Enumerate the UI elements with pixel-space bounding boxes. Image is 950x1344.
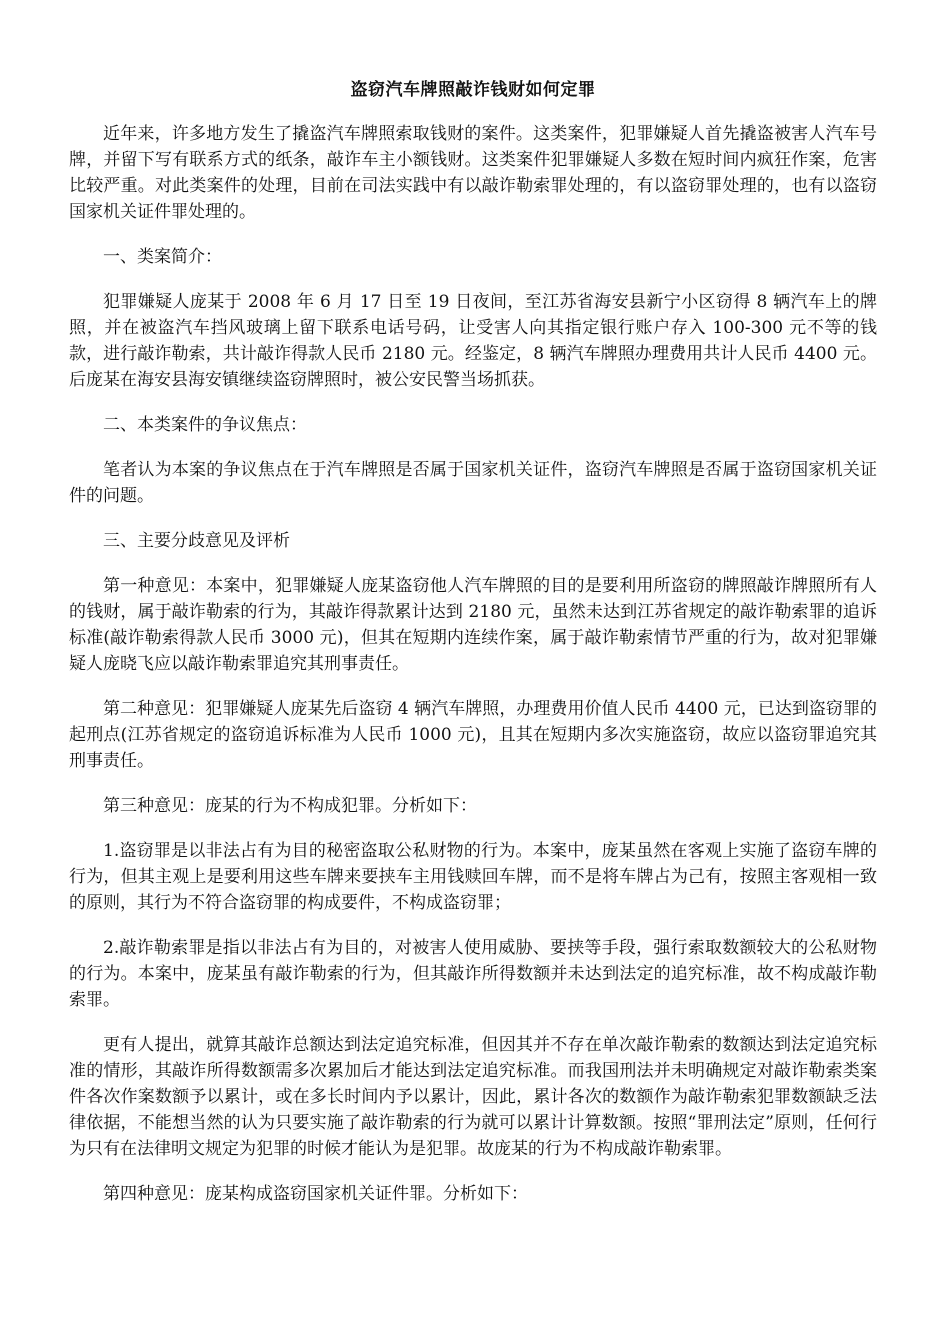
paragraph-opinion-3-point-2: 2.敲诈勒索罪是指以非法占有为目的，对被害人使用威胁、要挟等手段，强行索取数额较大的公私财物的行为。本案中，庞某虽有敲诈勒索的行为，但其敲诈所得数额并未达到法定的追究标准，故不构成敲诈勒索罪。 xyxy=(69,938,877,1010)
paragraph-opinion-3: 第三种意见：庞某的行为不构成犯罪。分析如下： xyxy=(103,796,477,816)
paragraph-further-argument: 更有人提出，就算其敲诈总额达到法定追究标准，但因其并不存在单次敲诈勒索的数额达到法定追究标准的情形，其敲诈所得数额需多次累加后才能达到法定追究标准。而我国刑法并未明确规定对敲诈勒索类案件各次作案数额予以累计，或在多长时间内予以累计，因此，累计各次的数额作为敲诈勒索犯罪数额缺乏法律依据，不能想当然的认为只要实施了敲诈勒索的行为就可以累计计算数额。按照“罪刑法定”原则，任何行为只有在法律明文规定为犯罪的时候才能认为是犯罪。故庞某的行为不构成敲诈勒索罪。 xyxy=(69,1035,877,1159)
section-heading-opinions: 三、主要分歧意见及评析 xyxy=(103,531,290,551)
paragraph-opinion-2: 第二种意见：犯罪嫌疑人庞某先后盗窃 4 辆汽车牌照，办理费用价值人民币 4400 元，已达到盗窃罪的起刑点(江苏省规定的盗窃追诉标准为人民币 1000 元)，且其在短期内多次实施盗窃，故应以盗窃罪追究其刑事责任。 xyxy=(69,699,877,771)
paragraph-opinion-1: 第一种意见：本案中，犯罪嫌疑人庞某盗窃他人汽车牌照的目的是要利用所盗窃的牌照敲诈牌照所有人的钱财，属于敲诈勒索的行为，其敲诈得款累计达到 2180 元，虽然未达到江苏省规定的敲诈勒索罪的追诉标准(敲诈勒索得款人民币 3000 元)，但其在短期内连续作案，属于敲诈勒索情节严重的行为，故对犯罪嫌疑人庞晓飞应以敲诈勒索罪追究其刑事责任。 xyxy=(69,576,877,674)
paragraph-dispute-focus: 笔者认为本案的争议焦点在于汽车牌照是否属于国家机关证件，盗窃汽车牌照是否属于盗窃国家机关证件的问题。 xyxy=(69,460,877,506)
paragraph-case-summary: 犯罪嫌疑人庞某于 2008 年 6 月 17 日至 19 日夜间，至江苏省海安县新宁小区窃得 8 辆汽车上的牌照，并在被盗汽车挡风玻璃上留下联系电话号码，让受害人向其指定银行账户存入 100-300 元不等的钱款，进行敲诈勒索，共计敲诈得款人民币 2180 元。经鉴定，8 辆汽车牌照办理费用共计人民币 4400 元。后庞某在海安县海安镇继续盗窃牌照时，被公安民警当场抓获。 xyxy=(69,292,877,390)
section-heading-case-summary: 一、类案简介： xyxy=(103,247,222,267)
paragraph-opinion-3-point-1: 1.盗窃罪是以非法占有为目的秘密盗取公私财物的行为。本案中，庞某虽然在客观上实施了盗窃车牌的行为，但其主观上是要利用这些车牌来要挟车主用钱赎回车牌，而不是将车牌占为己有，按照主客观相一致的原则，其行为不符合盗窃罪的构成要件，不构成盗窃罪； xyxy=(69,841,877,913)
section-heading-dispute-focus: 二、本类案件的争议焦点： xyxy=(103,415,307,435)
paragraph-opinion-4: 第四种意见：庞某构成盗窃国家机关证件罪。分析如下： xyxy=(103,1184,528,1204)
document-page xyxy=(69,60,877,1226)
paragraph-intro: 近年来，许多地方发生了撬盗汽车牌照索取钱财的案件。这类案件，犯罪嫌疑人首先撬盗被害人汽车号牌，并留下写有联系方式的纸条，敲诈车主小额钱财。这类案件犯罪嫌疑人多数在短时间内疯狂作案，危害比较严重。对此类案件的处理，目前在司法实践中有以敲诈勒索罪处理的，有以盗窃罪处理的，也有以盗窃国家机关证件罪处理的。 xyxy=(69,124,877,222)
document-title: 盗窃汽车牌照敲诈钱财如何定罪 xyxy=(350,80,596,100)
